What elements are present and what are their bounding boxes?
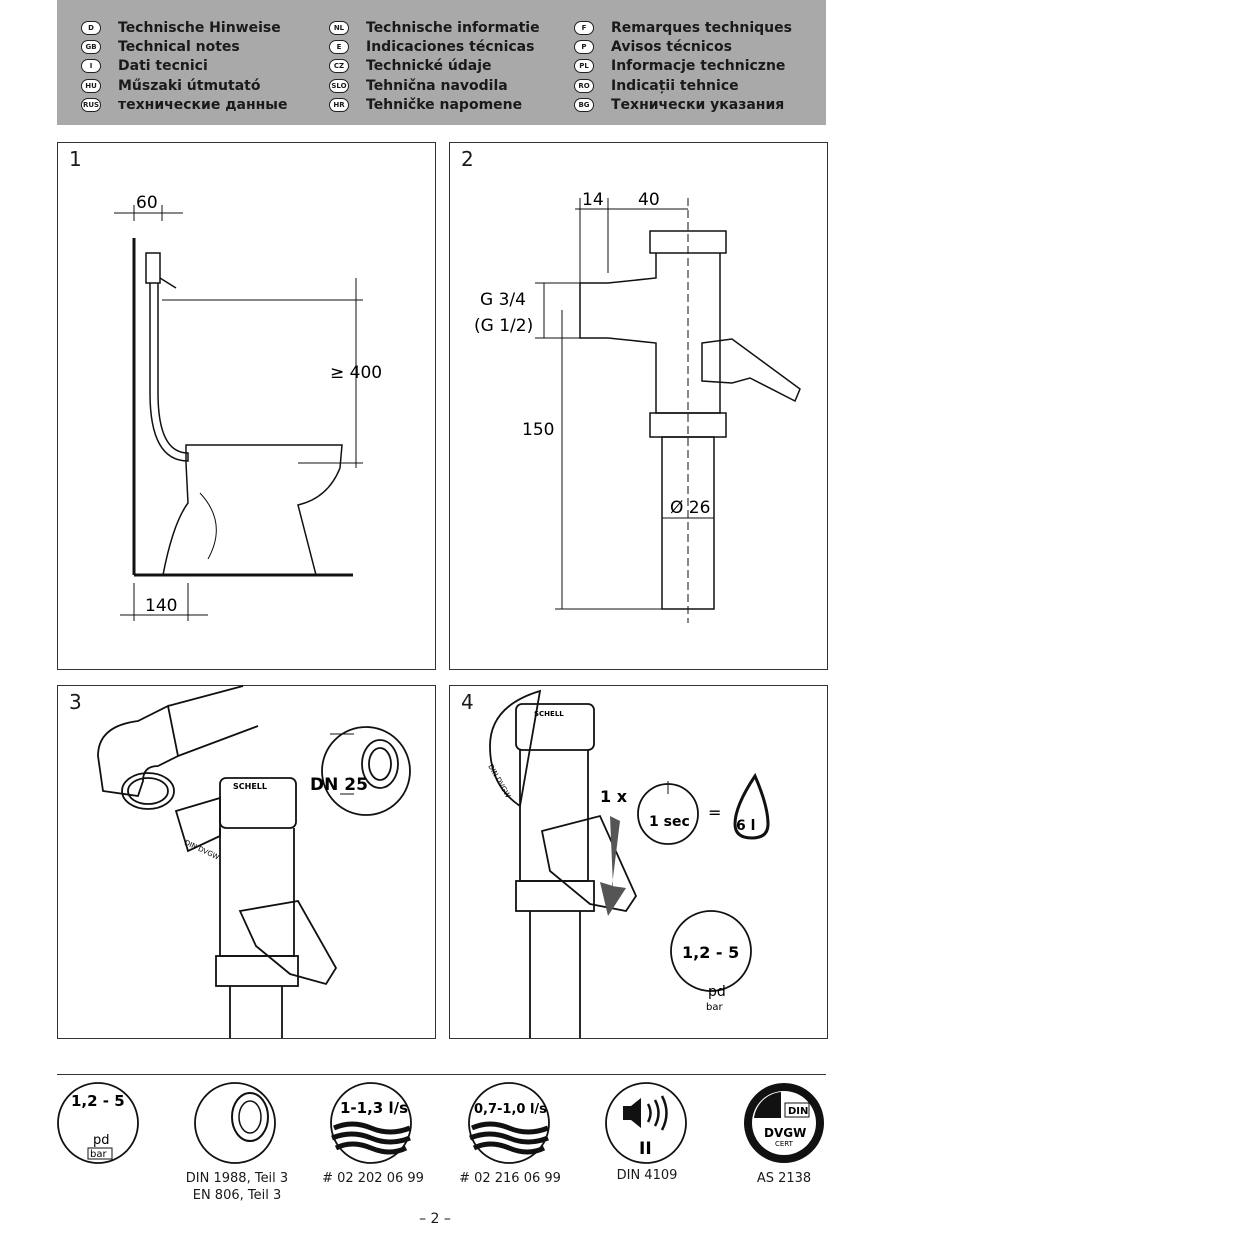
operation-drawing (450, 686, 827, 1038)
stamp-label: DIN DVGW (486, 763, 512, 800)
lang-text: Technické údaje (366, 57, 492, 74)
flow-rate-label: 0,7-1,0 l/s (474, 1102, 547, 1117)
lang-row-pl (574, 56, 785, 75)
lang-row-de (81, 18, 281, 37)
dim-40-label: 40 (638, 190, 660, 210)
lang-text: Технически указания (611, 96, 785, 113)
lang-code-badge: E (329, 40, 349, 54)
divider-line (57, 1074, 826, 1075)
panel-number: 1 (69, 147, 82, 171)
lang-text: Indicaciones técnicas (366, 38, 535, 55)
lang-row-slo (329, 76, 508, 95)
lang-code-badge: F (574, 21, 594, 35)
panel-operation (449, 685, 828, 1039)
lang-text: Technische informatie (366, 19, 540, 36)
dim-150-label: 150 (522, 420, 555, 440)
lang-row-it (81, 56, 208, 75)
page-number: – 2 – (419, 1211, 451, 1227)
connection-drawing (58, 686, 435, 1038)
lang-row-bg (574, 95, 784, 114)
lang-text: Avisos técnicos (611, 38, 732, 55)
lang-row-fr (574, 18, 792, 37)
volume-label: 6 l (736, 818, 756, 834)
lang-row-hu (81, 76, 260, 95)
lang-code-badge: NL (329, 21, 349, 35)
pd-label: pd (708, 984, 726, 1000)
lang-code-badge: D (81, 21, 101, 35)
panel-number: 3 (69, 690, 82, 714)
lang-code-badge: HU (81, 79, 101, 93)
speaker-icon (623, 1098, 641, 1128)
sound-class-icon (605, 1082, 690, 1167)
thread-g12-label: (G 1/2) (474, 316, 534, 336)
dvgw-label: DVGW (764, 1126, 807, 1140)
lang-text: Remarques techniques (611, 19, 792, 36)
bar-label: bar (90, 1149, 107, 1160)
as2138-caption: AS 2138 (756, 1171, 812, 1186)
lang-text: Technische Hinweise (118, 19, 281, 36)
lang-text: Tehničke napomene (366, 96, 523, 113)
flow-rate-low-icon (468, 1082, 553, 1167)
lang-code-badge: HR (329, 98, 349, 112)
lang-row-ro (574, 76, 739, 95)
flow-rate-high-icon (330, 1082, 415, 1167)
wc-installation-drawing (58, 143, 435, 669)
sound-class-label: II (639, 1139, 652, 1159)
lang-row-pt (574, 37, 732, 56)
duration-label: 1 sec (649, 814, 690, 830)
flow-low-caption: # 02 216 06 99 (459, 1171, 561, 1186)
panel-number: 2 (461, 147, 474, 171)
dim-140-label: 140 (145, 596, 178, 616)
panel-number: 4 (461, 690, 474, 714)
lang-code-badge: SLO (329, 79, 349, 93)
flow-high-caption: # 02 202 06 99 (322, 1171, 424, 1186)
equals-label: = (708, 803, 722, 822)
lang-text: Műszaki útmutató (118, 77, 261, 94)
lang-text: Informacje techniczne (611, 57, 786, 74)
pressure-range-label: 1,2 - 5 (71, 1092, 125, 1110)
lang-row-gb (81, 37, 240, 56)
header-language-band (57, 0, 826, 125)
lang-code-badge: CZ (329, 59, 349, 73)
lang-text: Tehnična navodila (366, 77, 508, 94)
lang-text: технические данные (118, 96, 288, 113)
caption-line: DIN 1988, Teil 3 (185, 1171, 289, 1186)
lang-code-badge: PL (574, 59, 594, 73)
pd-label: pd (93, 1133, 110, 1148)
dn25-label: DN 25 (310, 775, 368, 795)
caption-line: EN 806, Teil 3 (192, 1188, 282, 1203)
brand-label: SCHELL (534, 710, 564, 718)
stamp-label: DIN DVGW (183, 838, 221, 862)
lang-code-badge: P (574, 40, 594, 54)
lang-text: Dati tecnici (118, 57, 208, 74)
lang-code-badge: BG (574, 98, 594, 112)
panel-installation-wc (57, 142, 436, 670)
lang-text: Indicații tehnice (611, 77, 739, 94)
lang-row-hr (329, 95, 522, 114)
bar-label: bar (706, 1002, 723, 1013)
lang-row-rus (81, 95, 287, 114)
lang-code-badge: I (81, 59, 101, 73)
flow-rate-label: 1-1,3 l/s (340, 1099, 409, 1117)
dvgw-cert-icon (743, 1082, 828, 1167)
dn-pipe-icon (194, 1082, 279, 1167)
panel-connection (57, 685, 436, 1039)
cert-label: CERT (775, 1140, 793, 1148)
lang-code-badge: RUS (81, 98, 101, 112)
din-label: DIN (788, 1106, 809, 1117)
pressure-range-icon (57, 1082, 142, 1167)
panel-valve-dimensions (449, 142, 828, 670)
dim-60-label: 60 (136, 193, 158, 213)
dim-diameter-label: Ø 26 (670, 498, 711, 518)
press-count-label: 1 x (600, 787, 628, 806)
lang-row-cz (329, 56, 492, 75)
lang-code-badge: RO (574, 79, 594, 93)
lang-text: Technical notes (118, 38, 240, 55)
din4109-caption: DIN 4109 (616, 1168, 678, 1183)
thread-g34-label: G 3/4 (480, 290, 526, 310)
dim-400-label: ≥ 400 (330, 363, 383, 383)
pressure-label: 1,2 - 5 (682, 943, 740, 962)
lang-code-badge: GB (81, 40, 101, 54)
brand-label: SCHELL (233, 782, 267, 791)
lang-row-es (329, 37, 534, 56)
valve-dimension-drawing (450, 143, 827, 669)
dim-14-label: 14 (582, 190, 604, 210)
din1988-caption (162, 1170, 312, 1204)
lang-row-nl (329, 18, 540, 37)
